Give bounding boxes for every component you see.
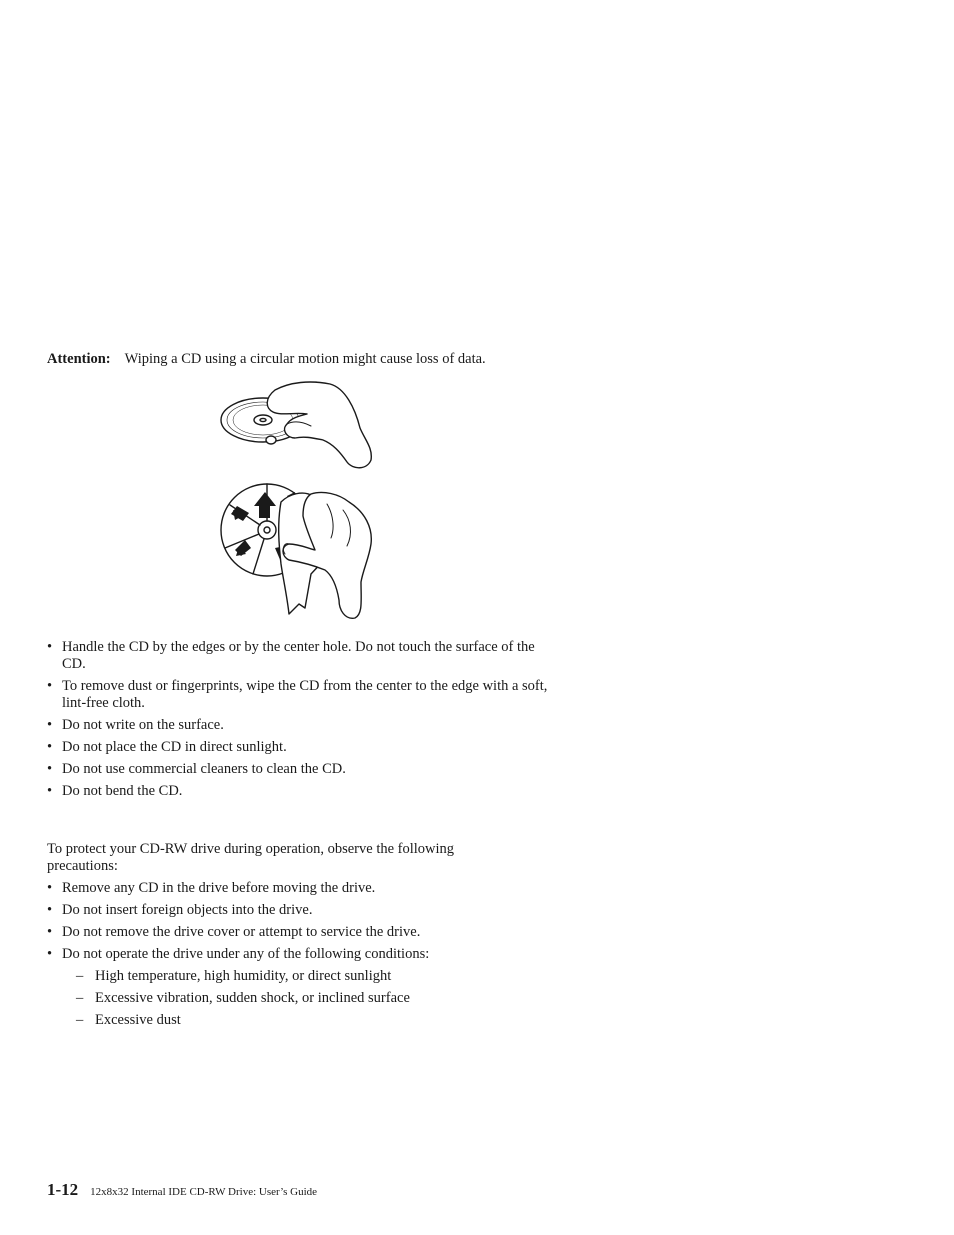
attention-label: Attention: <box>47 351 111 367</box>
cd-handling-illustration <box>215 378 385 628</box>
list-item: • To remove dust or fingerprints, wipe the CD from the center to the edge with a soft, lint-free cloth. <box>47 678 548 711</box>
list-item: • Do not remove the drive cover or attempt to service the drive. <box>47 924 421 940</box>
condition-item: – High temperature, high humidity, or direct sunlight <box>76 968 392 984</box>
guide-title: 12x8x32 Internal IDE CD-RW Drive: User’s Guide <box>90 1186 318 1198</box>
condition-item: – Excessive vibration, sudden shock, or inclined surface <box>76 990 410 1006</box>
cd-handling-list <box>47 639 557 805</box>
condition-item: – Excessive dust <box>76 1012 181 1028</box>
list-item: • Do not use commercial cleaners to clean the CD. <box>47 761 346 777</box>
page-footer <box>47 1181 317 1201</box>
list-item: • Do not place the CD in direct sunlight. <box>47 739 287 755</box>
list-item: • Remove any CD in the drive before moving the drive. <box>47 880 376 896</box>
list-item: • Do not bend the CD. <box>47 783 183 799</box>
list-item: • Do not operate the drive under any of the following conditions: – High temperature, high humidity, or direct sunlight – Excessive vibration, sudden shock, or inclined surface – Excessive dust <box>47 946 557 1029</box>
drive-precautions-list <box>47 880 557 1034</box>
list-item: • Do not write on the surface. <box>47 717 224 733</box>
drive-precautions-intro: To protect your CD-RW drive during operation, observe the following precautions: <box>47 841 455 874</box>
list-item: • Handle the CD by the edges or by the center hole. Do not touch the surface of the CD. <box>47 639 535 672</box>
conditions-list <box>62 968 557 1029</box>
page-number: 1-12 <box>47 1180 79 1199</box>
attention-note <box>47 351 486 368</box>
attention-text: Wiping a CD using a circular motion might cause loss of data. <box>124 351 486 367</box>
list-item: • Do not insert foreign objects into the drive. <box>47 902 313 918</box>
